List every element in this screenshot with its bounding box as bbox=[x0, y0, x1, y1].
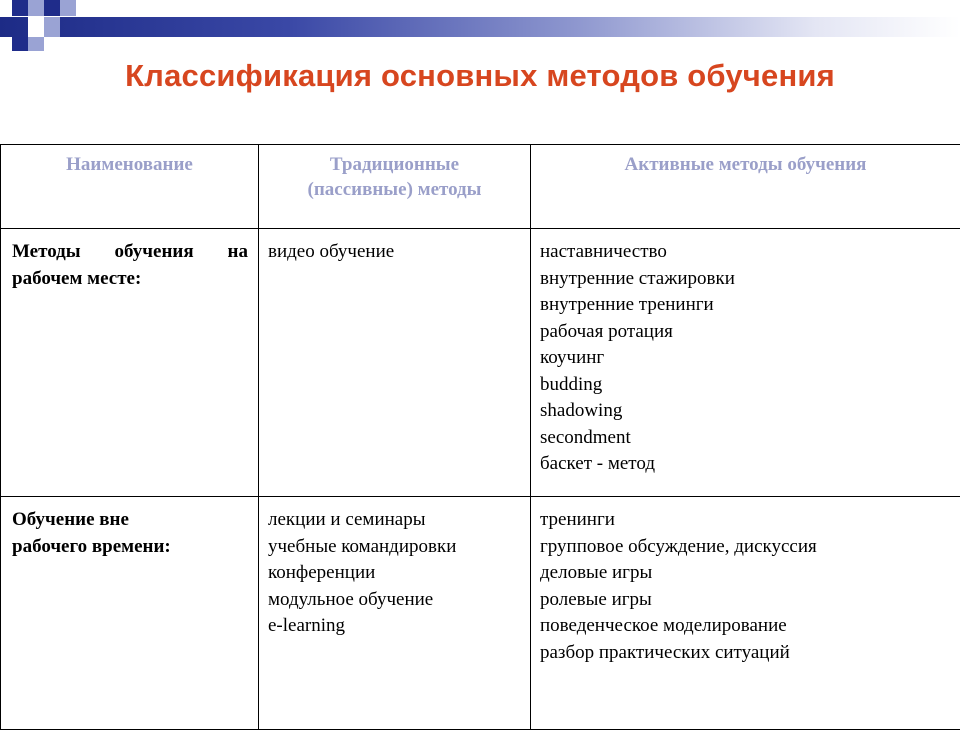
list-item: деловые игры bbox=[540, 560, 952, 587]
row-name-cell bbox=[1, 229, 259, 497]
list-item: лекции и семинары bbox=[268, 507, 522, 534]
list-item: рабочая ротация bbox=[540, 319, 952, 346]
table-header-row bbox=[1, 145, 960, 229]
header-name bbox=[1, 145, 259, 229]
deco-square bbox=[28, 17, 44, 37]
row-name-line: Обучение вне bbox=[12, 507, 248, 534]
methods-table bbox=[0, 144, 960, 730]
row-name-cell bbox=[1, 497, 259, 730]
deco-square bbox=[44, 0, 60, 16]
active-methods-cell bbox=[531, 497, 960, 730]
traditional-methods-cell bbox=[259, 229, 531, 497]
list-item: budding bbox=[540, 372, 952, 399]
list-item: внутренние тренинги bbox=[540, 292, 952, 319]
list-item: конференции bbox=[268, 560, 522, 587]
list-item: баскет - метод bbox=[540, 451, 952, 478]
list-item: видео обучение bbox=[268, 239, 522, 266]
list-item: учебные командировки bbox=[268, 534, 522, 561]
list-item: разбор практических ситуаций bbox=[540, 640, 952, 667]
header-band bbox=[0, 17, 960, 37]
header-active bbox=[531, 145, 960, 229]
active-methods-cell bbox=[531, 229, 960, 497]
traditional-methods-cell bbox=[259, 497, 531, 730]
row-name-line: рабочем месте: bbox=[12, 266, 248, 293]
deco-square bbox=[60, 0, 76, 16]
deco-square bbox=[12, 37, 28, 51]
deco-square bbox=[28, 37, 44, 51]
list-item: поведенческое моделирование bbox=[540, 613, 952, 640]
list-item: групповое обсуждение, дискуссия bbox=[540, 534, 952, 561]
list-item: secondment bbox=[540, 425, 952, 452]
row-name-line: рабочего времени: bbox=[12, 534, 248, 561]
list-item: shadowing bbox=[540, 398, 952, 425]
deco-square bbox=[44, 17, 60, 37]
list-item: e-learning bbox=[268, 613, 522, 640]
deco-square bbox=[12, 0, 28, 16]
list-item: внутренние стажировки bbox=[540, 266, 952, 293]
list-item: ролевые игры bbox=[540, 587, 952, 614]
list-item: наставничество bbox=[540, 239, 952, 266]
list-item: коучинг bbox=[540, 345, 952, 372]
deco-square bbox=[28, 0, 44, 16]
page-title: Классификация основных методов обучения bbox=[0, 58, 960, 94]
header-active-label: Активные методы обучения bbox=[625, 154, 867, 175]
header-traditional-label: Традиционные (пассивные) методы bbox=[308, 154, 482, 200]
list-item: модульное обучение bbox=[268, 587, 522, 614]
header-traditional bbox=[259, 145, 531, 229]
row-name-line: Методы обучения на bbox=[12, 239, 248, 266]
list-item: тренинги bbox=[540, 507, 952, 534]
header-name-label: Наименование bbox=[66, 154, 193, 175]
table-row bbox=[1, 229, 960, 497]
table-row bbox=[1, 497, 960, 730]
